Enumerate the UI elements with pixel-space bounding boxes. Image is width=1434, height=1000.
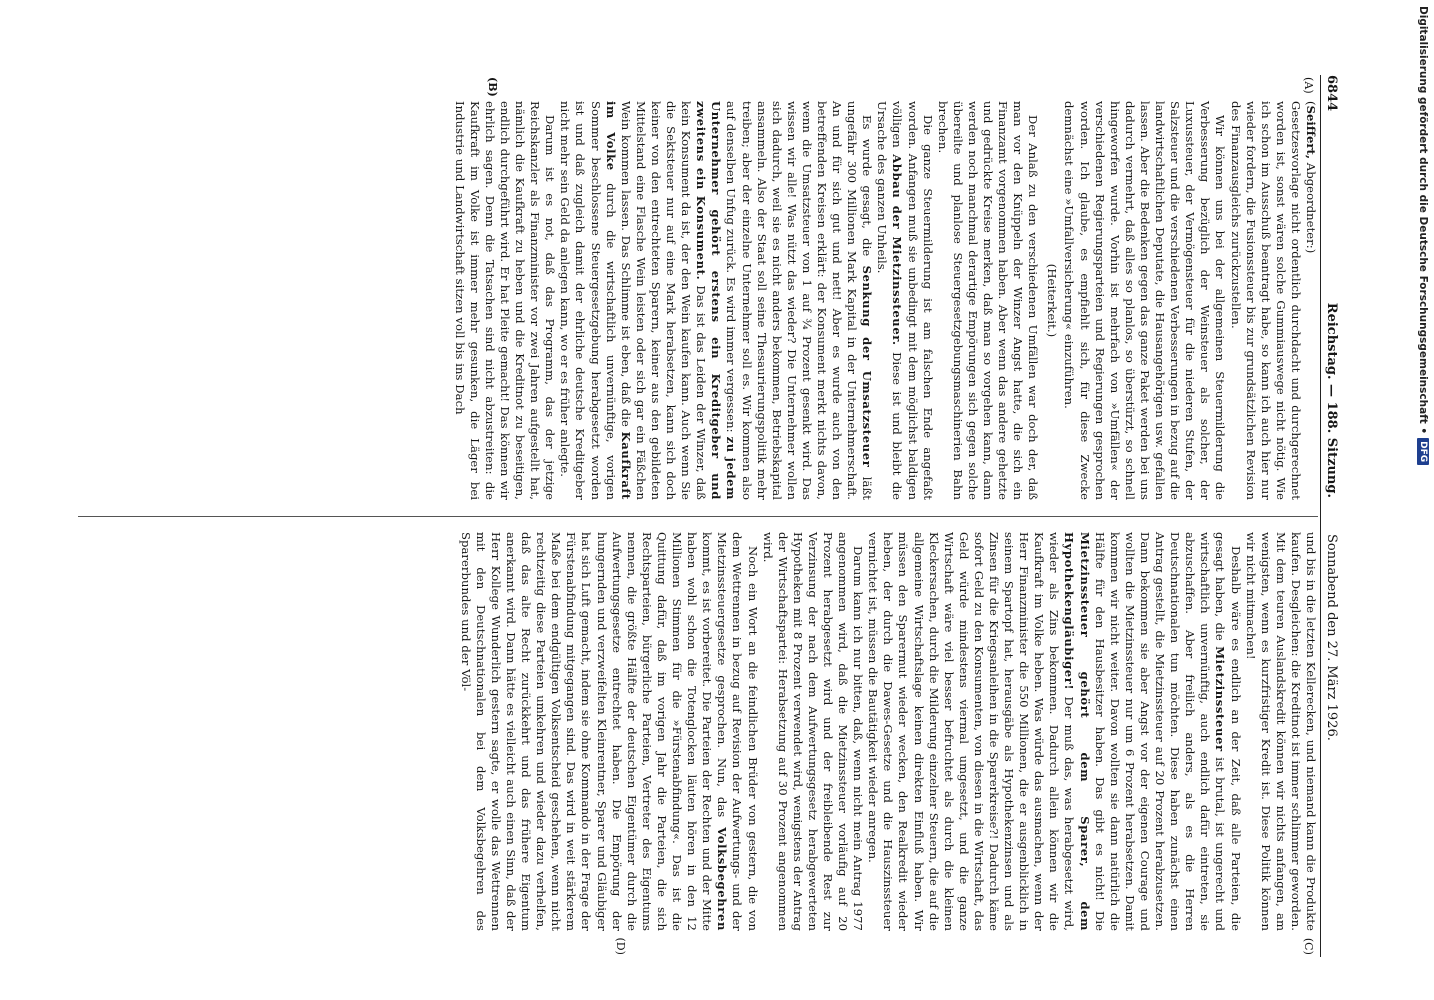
text-run: Die ganze Steuermilderung ist am falschen Ende angefaßt worden. Anfangen muß sie unbedingt mit dem möglichst baldigen völligen	[890, 101, 935, 500]
paragraph	[874, 101, 934, 500]
paragraph: Darum ist es not, daß das Programm, das der jetzige Reichskanzler als Finanzminister vor zwei Jahren aufgestellt hat, nämlich die Kaufkraft zu heben und die Kreditnot zu beseitigen, endlich durchgeführt wird. Er hat Pleite gemacht! Das können wir ehrlich sagen. Denn die Tatsachen sind nicht abzustreiten: die Kaufkraft im Volke ist immer mehr gesunken, die Läger bei Industrie und Landwirtschaft sitzen voll bis ins Dach	[452, 101, 558, 500]
text-run: Der muß das, was herabgesetzt wird, wieder als Zins bekommen. Dadurch allein können wir die Kaufkraft im Volke heben. Was würde das ausmachen, wenn der Herr Finanzminister die 550 Millionen, die er ausgenblicklich in seinem Spartopf hat, herausgäbe als Hypothekenzinsen und als Zinsen für die Kriegsanleihen in die Sparerkreise?! Dadurch käme sofort Geld zu den Konsumenten, von diesen in die Wirtschaft, das Geld würde mindestens viermal umgesetzt, und die ganze Wirtschaft wäre viel besser befruchtet als durch die kleinen Kleckersachen, durch die Milderung einzelner Steuern, die auf die allgemeine Wirtschaftslage keinen direkten Einfluß haben. Wir müssen den Sparermut wieder wecken, den Realkredit wieder heben, der durch die Dawes-Gesetze und die Hauszinssteuer vernichtet ist, müssen die Bautätigkeit wieder anregen.	[866, 532, 1077, 931]
paragraph	[458, 532, 760, 931]
emphasis: Volksbegehren	[715, 827, 730, 931]
interjection: (Heiterkeit.)	[1045, 263, 1060, 338]
emphasis: zu jedem Unternehmer gehört erstens ein Kreditgeber und zweitens ein Konsument.	[694, 101, 739, 500]
dfg-logo: DFG	[1417, 438, 1429, 465]
emphasis: Mietzinssteuer	[1213, 646, 1228, 752]
emphasis: Mietzinssteuer gehört dem Sparer, dem Hypothekengläubiger!	[1062, 532, 1092, 931]
paragraph: Gesetzesvorlage nicht ordentlich durchdacht und durchgerechnet worden ist, sonst wären solche Gummiauswege nicht nötig. Wie ich schon im Ausschuß beantragt habe, so kann ich auch hier nur wieder fordern, die Fusionssteuer bis zur grundsätzlichen Revision des Finanzausgleichs zurückzustellen.	[1228, 101, 1303, 500]
session-title: Reichstag. — 188. Sitzung.	[1324, 302, 1339, 498]
text-run: läßt ungefähr 300 Millionen Mark Kapital in der Unternehmerschaft. An und für sich gut und nett! Aber es wurde auch von den betreffenden Kreisen erklärt: der Konsument merkt nichts davon, wenn die Umsatzsteuer von 1 auf ¾ Prozent gesenkt wird. Das wissen wir alle! Was nützt das wieder? Die Unternehmer wollen sich dadurch, weil sie es nicht anders bekommen, Betriebskapital ansammeln. Also der Staat soll seine Thesaurierungspolitik mehr treiben; aber der einzelne Unternehmer soll es. Wir kommen also auf denselben Unfug zurück. Es wird immer vergessen:	[724, 101, 875, 500]
margin-marker-c: (C)	[1302, 937, 1315, 955]
emphasis: Kaufkraft im Volke	[603, 101, 633, 500]
page-number: 6844	[1324, 75, 1339, 112]
digitization-credit	[1408, 6, 1434, 996]
paragraph: und bis in die letzten Kellerecken, und niemand kann die Produkte kaufen. Desgleichen: die Kreditnot ist immer schlimmer geworden. Mit dem teuren Auslandskredit können wir nichts anfangen, am wenigsten, wenn es kurzfristiger Kredit ist. Diese Politik können wir nicht mitmachen!	[1243, 532, 1318, 931]
session-date: Sonnabend den 27. März 1926.	[1324, 534, 1339, 741]
text-run: Das ist das Leiden der Winzer, daß kein Konsument da ist, der den Wein kaufen kann. Auch wenn Sie die Sektsteuer nur auf eine Mark herabsetzen, kann sich doch keiner von den entrechteten Sparern, keiner aus den gebildeten Mittelstand eine Flasche Wein leisten oder sich gar ein Fäßchen Wein kommen lassen. Das Schlimme ist eben, daß die	[618, 101, 709, 500]
paragraph: Der Anlaß zu den verschiedenen Umfällen war doch der, daß man vor den Knüppeln der Winzer Angst hatte, die sich ein Finanzamt vorgenommen haben. Aber wenn das andere gehetzte und gedrückte Kreise merken, daß man so vorgehen kann, dann werden noch manchmal derartige Empörungen sich gegen solche übereilte und planlose Steuergesetzgebungsmaschinerien Bahn brechen.	[935, 101, 1041, 500]
text-run: kommt, es ist vorbereitet. Die Parteien der Rechten und der Mitte haben wohl schon die Totenglocken läuten hören in den 12 Millionen Stimmen für die »Fürstenabfindung«. Das ist die Quittung dafür, daß im vorigen Jahr die Parteien, die sich Rechtsparteien, bürgerliche Parteien, Vertreter des Eigentums nennen, die größte Hälfte der deutschen Eigentümer durch die Aufwertungsgesetze entrechtet haben. Die Empörung der hungernden und verzweifelten Kleinrentner, Sparer und Gläubiger hat sich Luft gemacht, indem sie ohne Kommando in der Frage der Fürstenabfindung mitgegangen sind. Das wird in weit stärkerem Maße bei dem endgültigen Volksentscheid geschehen, wenn nicht rechtzeitig diese Parteien umkehren und wieder dazu verhelfen, daß das alte Recht zurückkehrt und das frühere Eigentum anerkannt wird. Dann hätte es vielleicht auch einen Sinn, daß der Herr Kollege Wunderlich gestern sagte, er wolle das Wettrennen mit den Deutschnationalen bei dem Volksbegehren des Sparerbundes und der Völ-	[458, 532, 715, 931]
margin-marker-d: (D)	[614, 937, 627, 955]
text-run: Noch ein Wort an die feindlichen Brüder von gestern, die von dem Wettrennen in bezug auf Revision der Aufwertungs- und der Mietzinssteuergesetze gesprochen. Nun, das	[715, 532, 760, 931]
text-run: Es wurde gesagt, die	[860, 115, 875, 257]
credit-text: Digitalisierung gefördert durch die Deutsche Forschungsgemeinschaft •	[1417, 6, 1429, 435]
text-columns	[78, 75, 1318, 957]
left-column	[78, 75, 1318, 516]
paragraph	[557, 101, 874, 500]
text-run: durch die wirtschaftlich unvernünftige, vorigen Sommer beschlossene Steuergesetzgebung herabgesetzt worden ist und daß zugleich damit der ehrliche deutsche Kreditgeber nicht mehr sein Geld da anlegen kann, wo er es früher anlegte.	[558, 101, 618, 500]
paragraph	[865, 532, 1242, 931]
text-run: Deshalb wäre es endlich an der Zeit, daß alle Parteien, die gesagt haben, die	[1213, 532, 1243, 931]
text-run: ist brutal, ist ungerecht und wirtschaftlich unvernünftig, auch endlich dafür eintreten, sie abzuschaffen. Aber freilich anders, als es die Herren Deutschnationalen tun möchten. Diese haben zunächst einen Antrag gestellt, die Mietzinssteuer auf 20 Prozent herabzusetzen. Dann bekommen sie aber Angst vor der eigenen Courage und wollten die Mietzinssteuer nur um 6 Prozent herabsetzen. Damit kommen wir nicht weiter. Davon wollten sie dann natürlich die Hälfte für den Hausbesitzer haben. Das gibt es nicht! Die	[1092, 532, 1228, 931]
running-head	[1320, 75, 1346, 957]
emphasis: Senkung der Umsatzsteuer	[860, 265, 875, 468]
rotated-document-page	[78, 75, 1346, 957]
emphasis: Abbau der Mietzinssteuer.	[890, 154, 905, 346]
paragraph: Darum kann ich nur bitten, daß, wenn nicht mein Antrag 1977 angenommen wird, daß die Mietzinssteuer vorläufig auf 20 Prozent herabgesetzt wird und der freibleibende Rest zur Verzinsung der nach dem Aufwertungsgesetz herabgewerteten Hypotheken mit 8 Prozent verwendet wird, wenigstens der Antrag der Wirtschaftspartei: Herabsetzung auf 30 Prozent angenommen wird.	[760, 532, 866, 931]
speaker-name: Seiffert,	[1304, 105, 1318, 160]
speaker-role: Abgeordneter:	[1304, 162, 1318, 249]
paragraph: (Seiffert, Abgeordneter:)	[1304, 101, 1318, 254]
margin-marker-a: (A)	[1302, 77, 1315, 94]
right-column	[78, 516, 1318, 957]
text-run: Diese ist und bleibt die Ursache des ganzen Unheils.	[875, 101, 905, 500]
paragraph: Wir können uns bei der allgemeinen Steuermilderung die Verbesserung bezüglich der Weinsteuer als solcher, der Luxussteuer, der Vermögensteuer für die niederen Stufen, der Salzsteuer und die verschiedenen Verbesserungen in bezug auf die landwirtschaftlichen Deputate, die Hausangehörigen usw. gefallen lassen. Aber die Bedenken gegen das ganze Paket werden bei uns dadurch vermehrt, daß alles so planlos, so überstürzt, so schnell hingeworfen wurde. Vorhin ist mehrfach von »Umfällen« der verschiedenen Regierungsparteien und Regierungen gesprochen worden. Ich glaube, es empfiehlt sich, für diese Zwecke demnächst eine »Umfallversicherung« einzuführen.	[1062, 101, 1228, 500]
margin-marker-b: (B)	[486, 77, 499, 97]
